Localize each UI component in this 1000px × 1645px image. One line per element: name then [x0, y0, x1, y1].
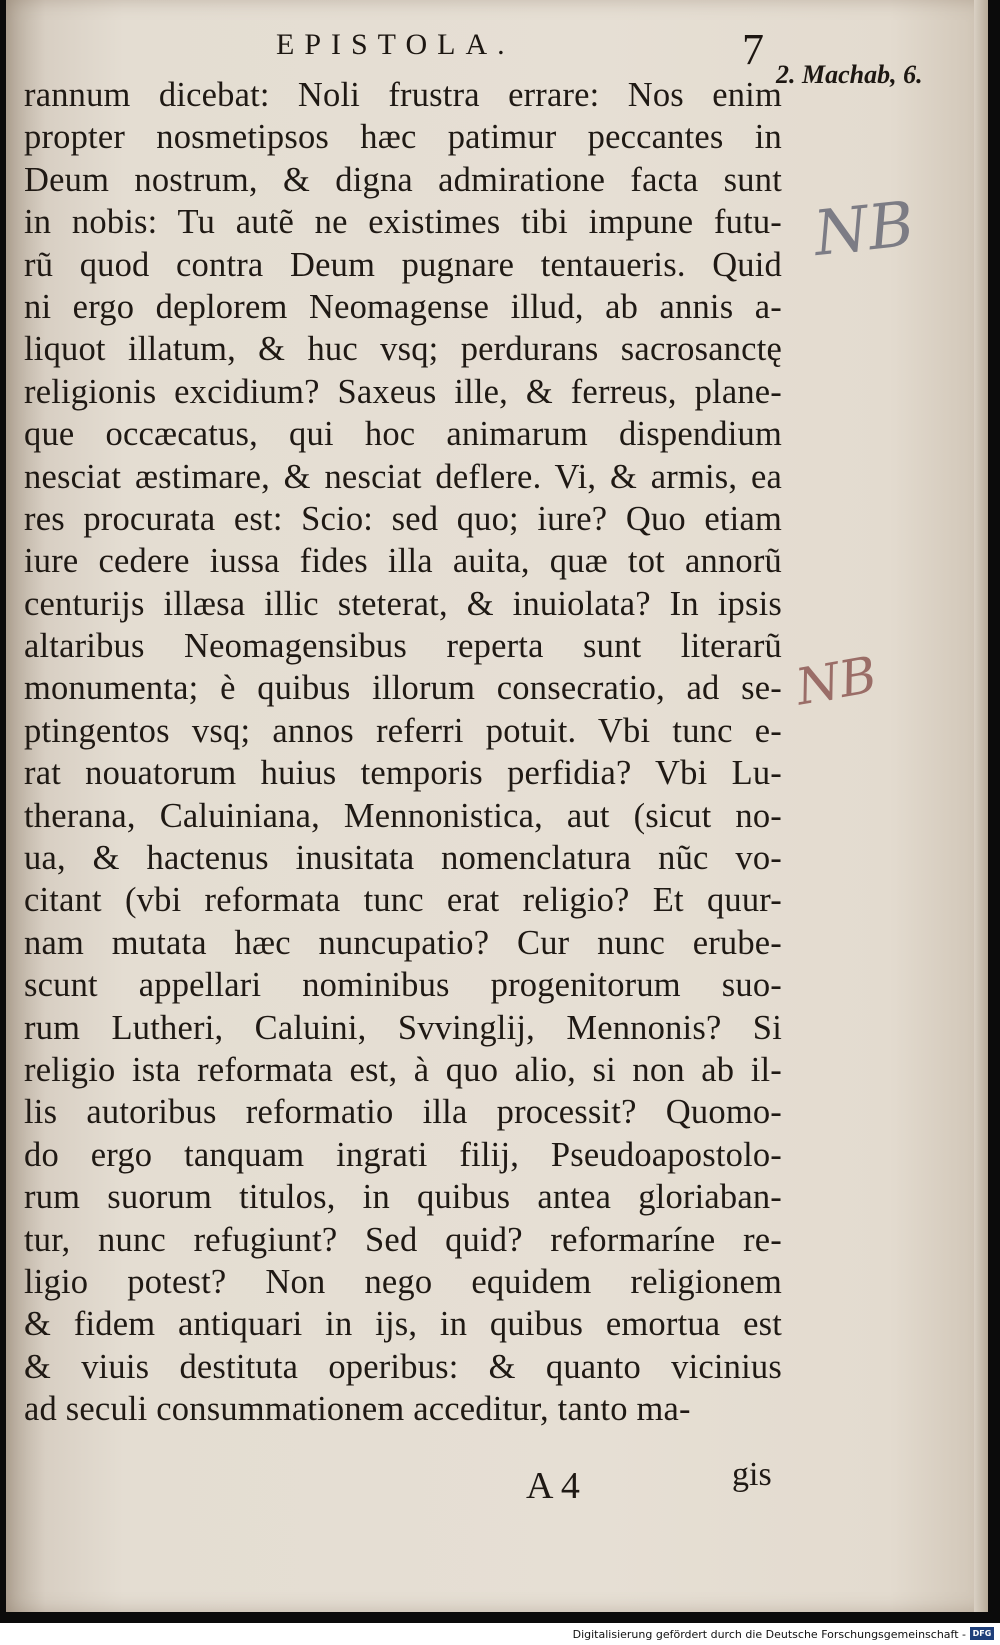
text-line: liquot illatum, & huc vsq; perdurans sacrosanctę	[24, 330, 782, 369]
dfg-logo: DFG	[970, 1627, 994, 1640]
text-line: iure cedere iussa fides illa auita, quæ tot annorũ	[24, 542, 782, 581]
text-line: in nobis: Tu autẽ ne existimes tibi impune futu-	[24, 203, 782, 242]
text-line: citant (vbi reformata tunc erat religio? Et quur-	[24, 881, 782, 920]
catchword: gis	[732, 1456, 772, 1493]
text-line: nesciat æstimare, & nesciat deflere. Vi, & armis, ea	[24, 457, 782, 496]
footer-credit-text: Digitalisierung gefördert durch die Deutsche Forschungsgemeinschaft -	[572, 1628, 966, 1641]
folio-number: 7	[742, 25, 764, 74]
text-line: monumenta; è quibus illorum consecratio, ad se-	[24, 669, 782, 708]
page-foot	[24, 1456, 782, 1516]
text-line: ua, & hactenus inusitata nomenclatura nũc vo-	[24, 839, 782, 878]
text-line: & viuis destituta operibus: & quanto vicinius	[24, 1347, 782, 1386]
text-line: do ergo tanquam ingrati filij, Pseudoapostolo-	[24, 1135, 782, 1174]
text-line: altaribus Neomagensibus reperta sunt literarũ	[24, 627, 782, 666]
text-line: scunt appellari nominibus progenitorum suo-	[24, 966, 782, 1005]
text-line: que occæcatus, qui hoc animarum dispendium	[24, 415, 782, 454]
text-line: nam mutata hæc nuncupatio? Cur nunc erube-	[24, 923, 782, 962]
text-line: res procurata est: Scio: sed quo; iure? Quo etiam	[24, 499, 782, 538]
text-line: lis autoribus reformatio illa processit? Quomo-	[24, 1093, 782, 1132]
text-line: ad seculi consummationem acceditur, tanto ma-	[24, 1390, 691, 1429]
text-line: rannum dicebat: Noli frustra errare: Nos enim	[24, 76, 782, 114]
text-line: religionis excidium? Saxeus ille, & ferreus, plane-	[24, 372, 782, 411]
page-edge	[974, 0, 988, 1612]
margin-reference: 2. Machab, 6.	[776, 60, 923, 89]
text-line: religio ista reformata est, à quo alio, si non ab il-	[24, 1050, 782, 1089]
text-line: rat nouatorum huius temporis perfidia? Vbi Lu-	[24, 754, 782, 793]
text-line: Deum nostrum, & digna admiratione facta sunt	[24, 160, 782, 199]
text-line: tur, nunc refugiunt? Sed quid? reformaríne re-	[24, 1220, 782, 1259]
text-line: & fidem antiquari in ijs, in quibus emortua est	[24, 1305, 782, 1344]
book-page	[6, 0, 988, 1612]
body-text	[24, 74, 782, 1431]
text-line: propter nosmetipsos hæc patimur peccantes in	[24, 118, 782, 157]
handwritten-annotation: NB	[791, 645, 881, 717]
signature-mark: A 4	[526, 1465, 580, 1507]
text-line: therana, Caluiniana, Mennonistica, aut (sicut no-	[24, 796, 782, 835]
digitization-footer	[0, 1623, 1000, 1645]
text-line: ligio potest? Non nego equidem religionem	[24, 1262, 782, 1301]
handwritten-annotation: NB	[810, 186, 918, 271]
running-head: EPISTOLA.	[276, 28, 515, 61]
text-line: ni ergo deplorem Neomagense illud, ab annis a-	[24, 287, 782, 326]
text-line: rũ quod contra Deum pugnare tentaueris. Quid	[24, 245, 782, 284]
text-line: ptingentos vsq; annos referri potuit. Vbi tunc e-	[24, 711, 782, 750]
text-line: rum Lutheri, Caluini, Svvinglij, Mennonis? Si	[24, 1008, 782, 1047]
text-line: centurijs illæsa illic steterat, & inuiolata? In ipsis	[24, 584, 782, 623]
text-line: rum suorum titulos, in quibus antea gloriaban-	[24, 1178, 782, 1217]
